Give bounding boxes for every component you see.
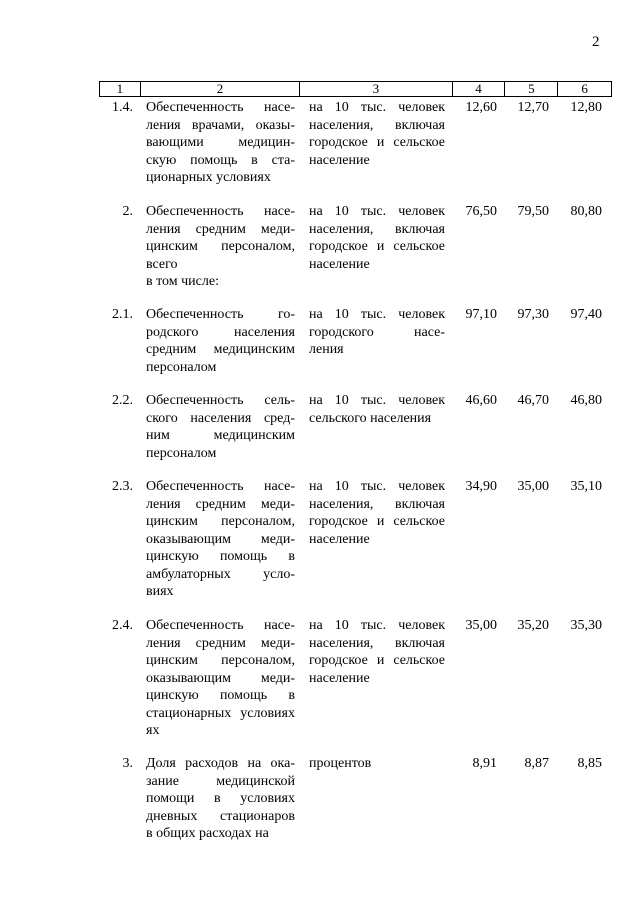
value-col-6: 97,40	[570, 307, 602, 322]
indicator-name-line: оказывающим меди-	[146, 670, 295, 686]
unit-of-measure	[309, 306, 445, 359]
value-col-5: 79,50	[517, 204, 549, 219]
indicator-name-line: ления средним меди-	[146, 221, 295, 237]
unit-of-measure-line: население	[309, 256, 370, 272]
indicator-name-line: ления врачами, оказы-	[146, 117, 295, 133]
indicator-name-line: персоналом	[146, 445, 217, 461]
indicator-name-line: Обеспеченность насе-	[146, 204, 295, 219]
unit-of-measure-line: на 10 тыс. человек	[309, 618, 445, 633]
indicator-name-line: скую помощь в ста-	[146, 152, 295, 168]
value-col-5: 97,30	[517, 307, 549, 322]
unit-of-measure	[309, 617, 445, 687]
indicator-name-line: ях	[146, 723, 160, 738]
indicator-name-line: ского населения сред-	[146, 410, 295, 426]
header-col-2: 2	[141, 82, 300, 96]
value-col-4: 35,00	[465, 618, 497, 633]
unit-of-measure-line: населения, включая	[309, 221, 445, 237]
indicator-name-line: Обеспеченность го-	[146, 307, 295, 322]
indicator-name-line: ления средним меди-	[146, 635, 295, 651]
indicator-name-line: амбулаторных усло-	[146, 566, 295, 582]
indicator-name-line: средним медицинским	[146, 342, 295, 357]
unit-of-measure-line: на 10 тыс. человек	[309, 479, 445, 494]
indicator-name-line: родского населения	[146, 324, 295, 340]
indicator-name-line: Обеспеченность насе-	[146, 479, 295, 494]
unit-of-measure-line: городское и сельское	[309, 239, 445, 254]
indicator-name-line: цинским персоналом,	[146, 514, 295, 529]
header-col-5: 5	[505, 82, 558, 96]
unit-of-measure-line: население	[309, 670, 370, 686]
header-col-3: 3	[300, 82, 452, 96]
row-number: 2.1.	[112, 307, 133, 322]
unit-of-measure-line: городского насе-	[309, 324, 445, 340]
unit-of-measure-line: на 10 тыс. человек	[309, 393, 445, 408]
indicator-name-line: стационарных условиях	[146, 705, 295, 721]
unit-of-measure	[309, 478, 445, 548]
indicator-name	[146, 99, 295, 187]
row-number: 2.	[122, 204, 133, 219]
unit-of-measure	[309, 755, 445, 773]
row-number: 1.4.	[112, 100, 133, 115]
value-col-5: 12,70	[517, 100, 549, 115]
value-col-6: 35,30	[570, 618, 602, 633]
unit-of-measure-line: на 10 тыс. человек	[309, 204, 445, 219]
unit-of-measure-line: населения, включая	[309, 117, 445, 133]
indicator-name	[146, 755, 295, 843]
unit-of-measure	[309, 99, 445, 169]
value-col-4: 34,90	[465, 479, 497, 494]
indicator-name-line: в общих расходах на	[146, 826, 269, 841]
indicator-name-line: ления средним меди-	[146, 496, 295, 512]
unit-of-measure-line: сельского населения	[309, 410, 432, 426]
unit-of-measure-line: население	[309, 531, 370, 547]
value-col-5: 35,00	[517, 479, 549, 494]
indicator-name-line: ционарных условиях	[146, 170, 271, 185]
unit-of-measure-line: на 10 тыс. человек	[309, 307, 445, 322]
header-col-1: 1	[100, 82, 141, 96]
unit-of-measure-line: городское и сельское	[309, 135, 445, 150]
unit-of-measure-line: городское и сельское	[309, 514, 445, 529]
unit-of-measure	[309, 392, 445, 427]
indicator-name-line: Обеспеченность сель-	[146, 393, 295, 408]
indicator-name-line: персоналом	[146, 359, 217, 375]
value-col-6: 8,85	[577, 756, 602, 771]
indicator-name	[146, 617, 295, 740]
row-number: 2.4.	[112, 618, 133, 633]
value-col-5: 8,87	[524, 756, 549, 771]
value-col-6: 12,80	[570, 100, 602, 115]
indicator-name-line: оказывающим меди-	[146, 531, 295, 547]
value-col-4: 76,50	[465, 204, 497, 219]
unit-of-measure-line: процентов	[309, 756, 372, 771]
indicator-name-line: цинскую помощь в	[146, 688, 295, 703]
value-col-4: 46,60	[465, 393, 497, 408]
indicator-name	[146, 478, 295, 601]
unit-of-measure	[309, 203, 445, 273]
value-col-6: 80,80	[570, 204, 602, 219]
unit-of-measure-line: ления	[309, 342, 344, 357]
indicator-name	[146, 392, 295, 462]
row-number: 3.	[122, 756, 133, 771]
indicator-name-line: помощи в условиях	[146, 791, 295, 806]
value-col-4: 12,60	[465, 100, 497, 115]
indicator-name-line: вающими медицин-	[146, 135, 295, 150]
unit-of-measure-line: городское и сельское	[309, 653, 445, 668]
indicator-name	[146, 306, 295, 376]
unit-of-measure-line: население	[309, 152, 370, 168]
value-col-4: 8,91	[472, 756, 497, 771]
unit-of-measure-line: населения, включая	[309, 496, 445, 512]
indicator-name-line: цинским персоналом,	[146, 239, 295, 254]
unit-of-measure-line: населения, включая	[309, 635, 445, 651]
indicator-name-line: Обеспеченность насе-	[146, 618, 295, 633]
value-col-5: 35,20	[517, 618, 549, 633]
header-col-6: 6	[581, 81, 588, 96]
indicator-name-line: дневных стационаров	[146, 808, 295, 824]
indicator-name-line: цинскую помощь в	[146, 549, 295, 564]
unit-of-measure-line: на 10 тыс. человек	[309, 100, 445, 115]
indicator-name-line: Обеспеченность насе-	[146, 100, 295, 115]
row-number: 2.2.	[112, 393, 133, 408]
value-col-6: 46,80	[570, 393, 602, 408]
value-col-4: 97,10	[465, 307, 497, 322]
header-col-4: 4	[453, 82, 506, 96]
indicator-name-line: всего	[146, 256, 178, 272]
indicator-name	[146, 203, 295, 291]
page-number: 2	[592, 34, 600, 50]
value-col-6: 35,10	[570, 479, 602, 494]
indicator-name-line: ним медицинским	[146, 428, 295, 443]
indicator-name-line: в том числе:	[146, 274, 219, 289]
row-number: 2.3.	[112, 479, 133, 494]
value-col-5: 46,70	[517, 393, 549, 408]
indicator-name-line: зание медицинской	[146, 773, 295, 789]
indicator-name-line: цинским персоналом,	[146, 653, 295, 668]
indicator-name-line: виях	[146, 584, 174, 599]
table-header	[99, 81, 612, 97]
indicator-name-line: Доля расходов на ока-	[146, 756, 295, 771]
